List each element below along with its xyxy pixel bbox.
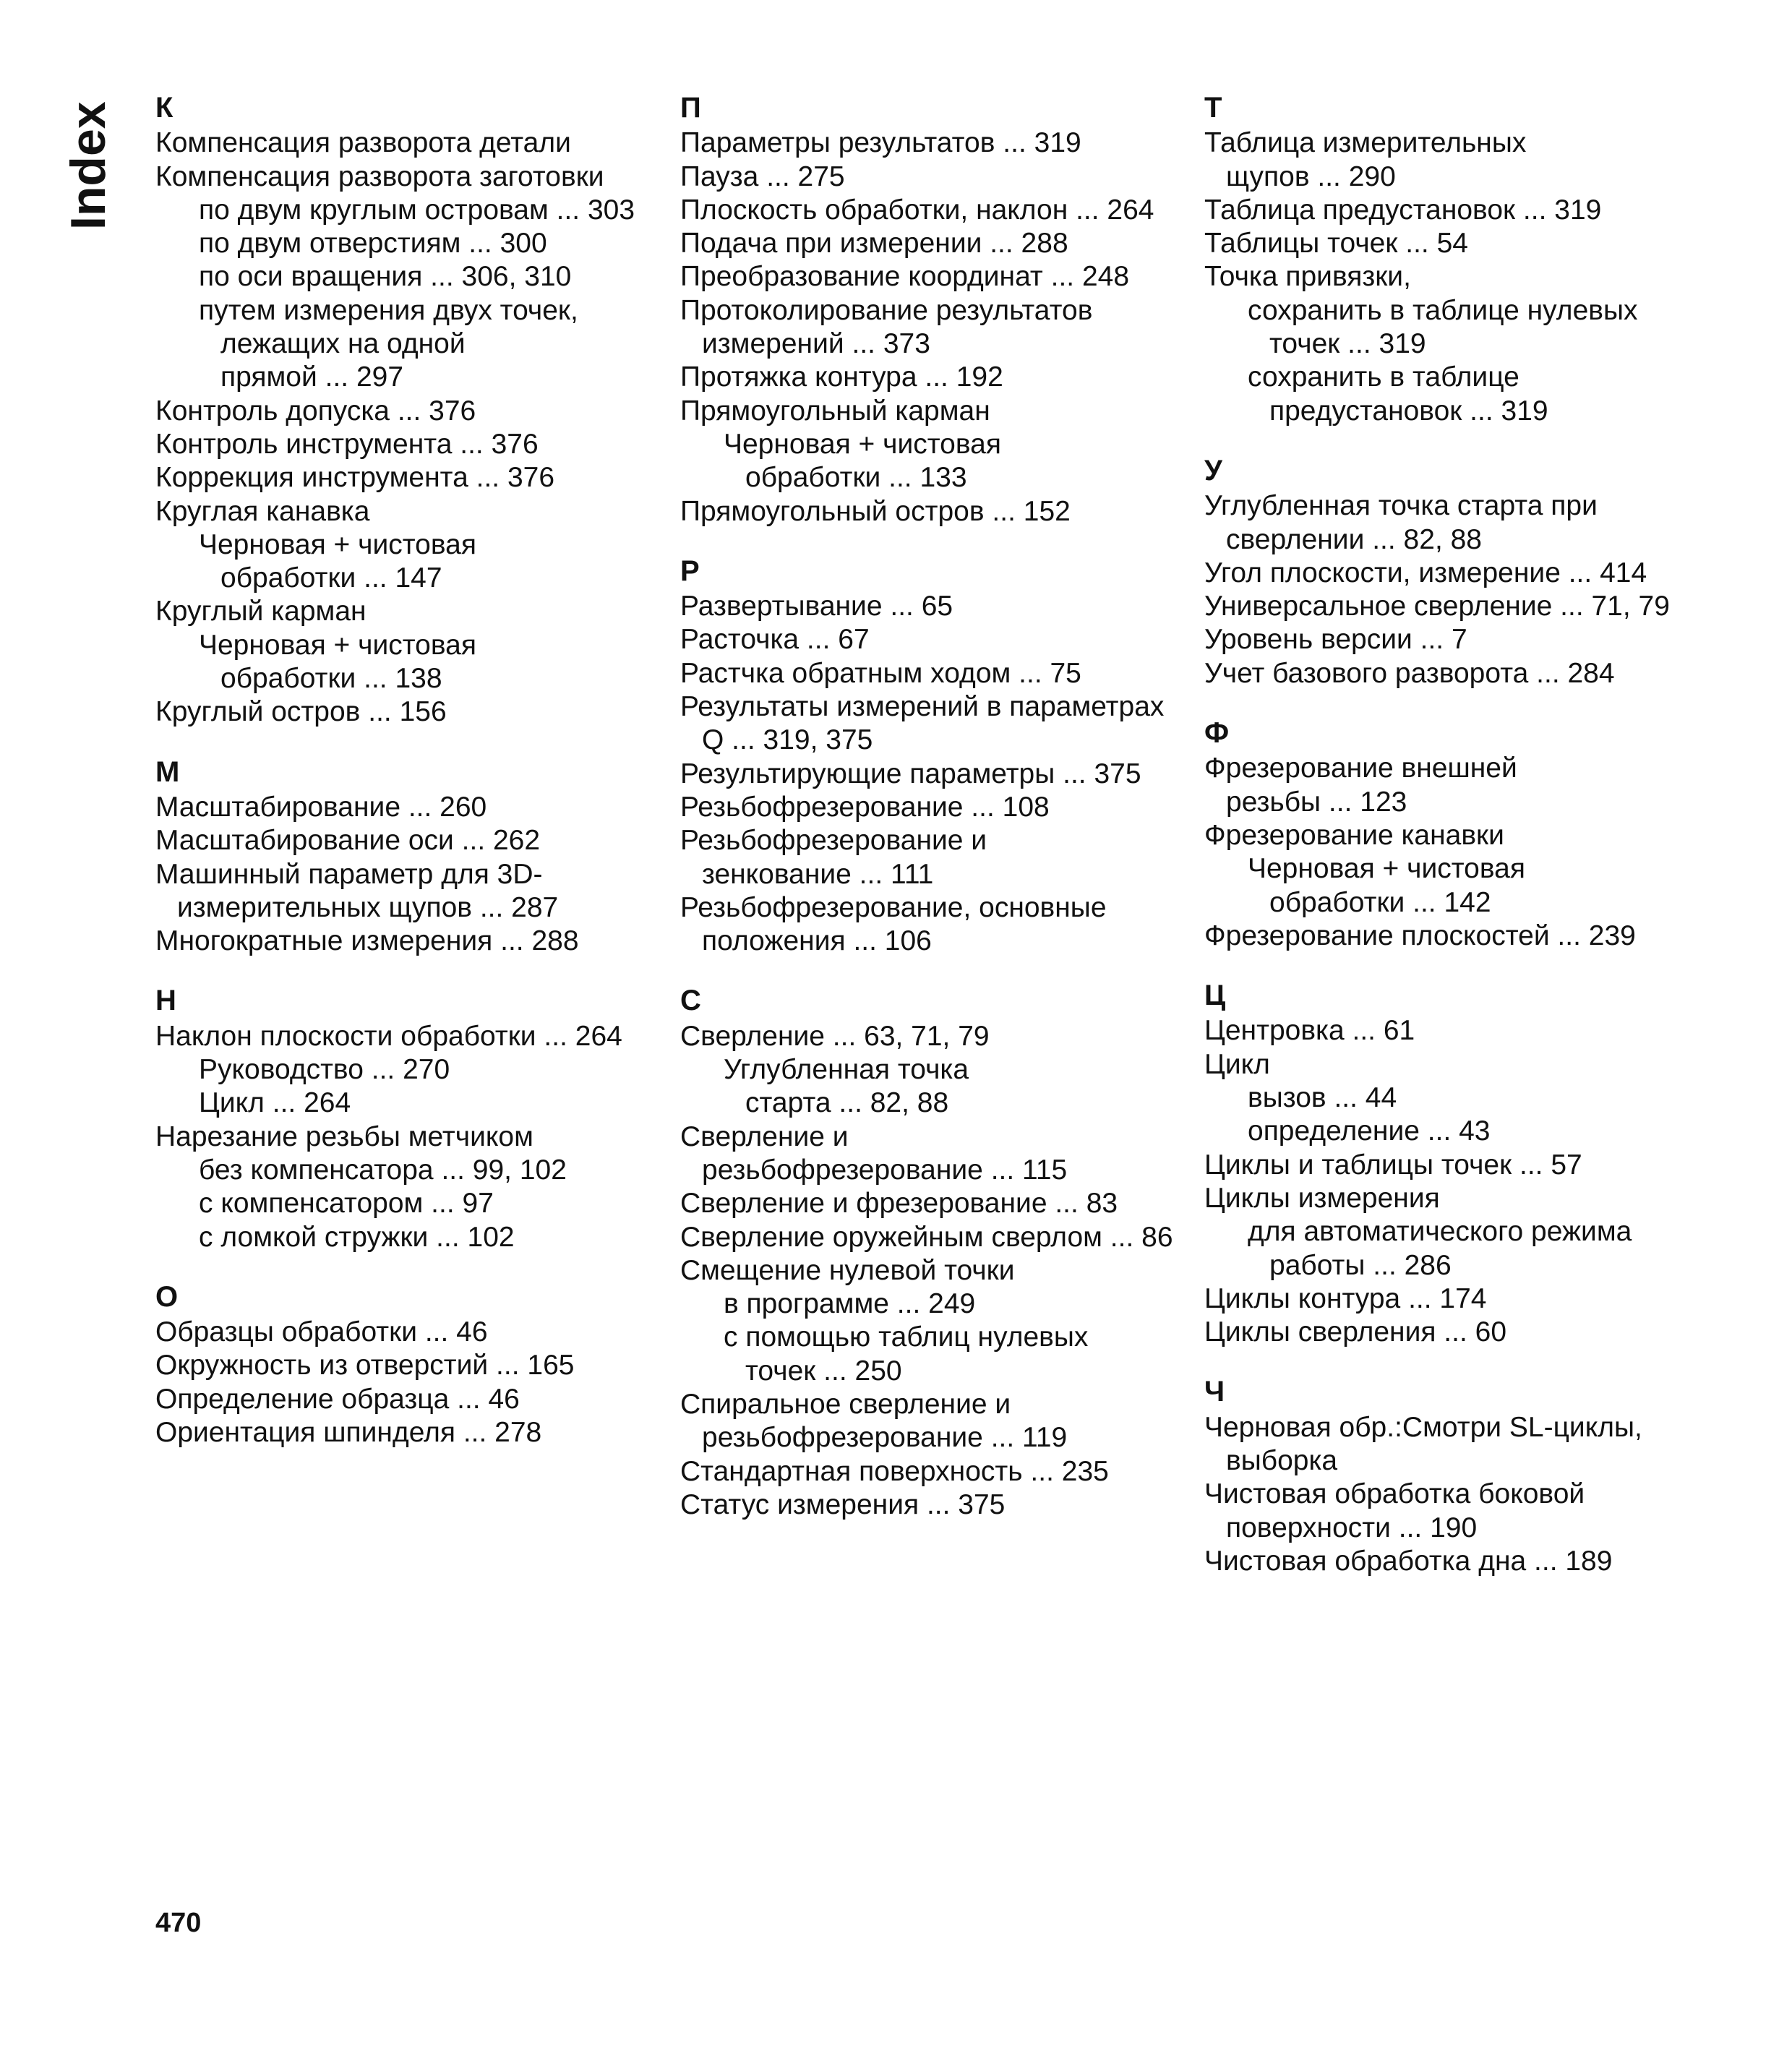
index-entry: Чистовая обработка боковой: [1204, 1478, 1585, 1510]
index-entry: Машинный параметр для 3D-: [155, 858, 543, 890]
index-subentry: точек ... 319: [1269, 328, 1426, 360]
index-section: [1204, 979, 1710, 1349]
index-entry: Развертывание ... 65: [680, 591, 953, 622]
index-subentry: без компенсатора ... 99, 102: [199, 1154, 567, 1186]
index-subentry: работы ... 286: [1269, 1249, 1452, 1281]
index-subentry: предустановок ... 319: [1269, 395, 1548, 427]
section-letter: Р: [680, 554, 700, 587]
section-letter: Н: [155, 985, 176, 1017]
index-entry: Параметры результатов ... 319: [680, 127, 1081, 159]
index-entry: Круглый остров ... 156: [155, 696, 447, 728]
index-entry: Определение образца ... 46: [155, 1383, 520, 1415]
index-section: [1204, 716, 1710, 953]
index-subentry: прямой ... 297: [220, 361, 404, 393]
index-entry: Окружность из отверстий ... 165: [155, 1350, 575, 1381]
section-letter: С: [680, 985, 701, 1017]
index-entry: Многократные измерения ... 288: [155, 925, 579, 957]
index-subentry: обработки ... 133: [745, 462, 967, 494]
index-subentry: поверхности ... 190: [1226, 1512, 1478, 1543]
index-entry: Нарезание резьбы метчиком: [155, 1121, 533, 1152]
index-entry: Универсальное сверление ... 71, 79: [1204, 591, 1670, 622]
index-entry: Центровка ... 61: [1204, 1015, 1415, 1047]
index-entry: Расточка ... 67: [680, 624, 870, 656]
index-subentry: резьбы ... 123: [1226, 786, 1407, 818]
index-subentry: по двум круглым островам ... 303: [199, 194, 635, 226]
section-letter: М: [155, 755, 180, 788]
index-entry: Фрезерование внешней: [1204, 753, 1517, 784]
index-entry: Растчка обратным ходом ... 75: [680, 657, 1081, 689]
index-entry: Коррекция инструмента ... 376: [155, 462, 555, 494]
index-subentry: измерений ... 373: [702, 328, 930, 360]
index-column-2: [680, 91, 1186, 1548]
section-letter: У: [1204, 454, 1222, 487]
index-entry: Масштабирование оси ... 262: [155, 825, 541, 857]
index-entry: Учет базового разворота ... 284: [1204, 657, 1615, 689]
index-section: [1204, 91, 1710, 428]
index-section: [155, 984, 661, 1254]
index-section: [680, 984, 1186, 1522]
index-subentry: сверлении ... 82, 88: [1226, 523, 1482, 555]
index-entry: Фрезерование плоскостей ... 239: [1204, 920, 1636, 951]
section-letter: Т: [1204, 92, 1222, 124]
section-letter: П: [680, 92, 701, 124]
index-subentry: лежащих на одной: [220, 328, 466, 360]
section-letter: О: [155, 1280, 179, 1313]
index-subentry: обработки ... 138: [220, 663, 442, 695]
index-entry: Пауза ... 275: [680, 160, 845, 192]
index-entry: Статус измерения ... 375: [680, 1488, 1006, 1520]
index-side-title: Index: [61, 101, 116, 230]
index-entry: Ориентация шпинделя ... 278: [155, 1416, 542, 1448]
section-letter: К: [155, 92, 173, 124]
index-entry: Цикл: [1204, 1048, 1270, 1080]
index-entry: Результирующие параметры ... 375: [680, 758, 1141, 789]
index-subentry: Руководство ... 270: [199, 1054, 450, 1086]
index-subentry: Черновая + чистовая: [199, 629, 476, 661]
section-letter: Ф: [1204, 717, 1230, 750]
index-entry: Круглый карман: [155, 596, 366, 627]
index-section: [155, 755, 661, 959]
index-entry: Чистовая обработка дна ... 189: [1204, 1545, 1613, 1577]
index-entry: Круглая канавка: [155, 495, 370, 527]
index-entry: Масштабирование ... 260: [155, 791, 487, 823]
index-column-1: [155, 91, 661, 1475]
index-section: [680, 554, 1186, 959]
index-entry: Спиральное сверление и: [680, 1388, 1011, 1420]
index-entry: Компенсация разворота заготовки: [155, 160, 604, 192]
index-subentry: с помощью таблиц нулевых: [724, 1321, 1089, 1353]
index-subentry: точек ... 250: [745, 1355, 902, 1387]
index-entry: Подача при измерении ... 288: [680, 228, 1068, 260]
index-entry: Черновая обр.:Смотри SL-циклы,: [1204, 1411, 1642, 1443]
index-entry: Компенсация разворота детали: [155, 127, 571, 159]
index-subentry: обработки ... 142: [1269, 886, 1491, 918]
index-entry: Циклы измерения: [1204, 1182, 1440, 1214]
index-entry: Контроль инструмента ... 376: [155, 428, 539, 460]
index-entry: Сверление и фрезерование ... 83: [680, 1188, 1118, 1220]
index-subentry: по двум отверстиям ... 300: [199, 228, 547, 260]
page-number: 470: [155, 1908, 202, 1938]
index-subentry: резьбофрезерование ... 119: [702, 1422, 1068, 1454]
index-section: [680, 91, 1186, 528]
index-subentry: в программе ... 249: [724, 1288, 976, 1320]
index-entry: Протяжка контура ... 192: [680, 361, 1003, 393]
index-subentry: с ломкой стружки ... 102: [199, 1221, 515, 1253]
index-subentry: с компенсатором ... 97: [199, 1188, 494, 1220]
index-entry: Контроль допуска ... 376: [155, 395, 476, 427]
index-entry: Сверление ... 63, 71, 79: [680, 1020, 990, 1052]
index-entry: Результаты измерений в параметрах: [680, 691, 1165, 723]
index-subentry: Q ... 319, 375: [702, 724, 873, 756]
index-subentry: для автоматического режима: [1248, 1216, 1632, 1248]
index-entry: Уровень версии ... 7: [1204, 624, 1467, 656]
index-entry: Таблицы точек ... 54: [1204, 228, 1468, 260]
index-entry: Углубленная точка старта при: [1204, 490, 1598, 522]
index-entry: Образцы обработки ... 46: [155, 1316, 488, 1348]
index-entry: Таблица измерительных: [1204, 127, 1527, 159]
index-entry: Резьбофрезерование, основные: [680, 891, 1107, 923]
index-subentry: щупов ... 290: [1226, 160, 1396, 192]
index-entry: Сверление и: [680, 1121, 849, 1152]
index-entry: Таблица предустановок ... 319: [1204, 194, 1602, 226]
index-subentry: измерительных щупов ... 287: [177, 891, 559, 923]
section-letter: Ц: [1204, 980, 1226, 1012]
index-entry: Сверление оружейным сверлом ... 86: [680, 1221, 1173, 1253]
index-subentry: Углубленная точка: [724, 1054, 969, 1086]
index-subentry: положения ... 106: [702, 925, 932, 957]
index-entry: Протоколирование результатов: [680, 294, 1093, 326]
index-entry: Стандартная поверхность ... 235: [680, 1455, 1109, 1487]
index-entry: Смещение нулевой точки: [680, 1254, 1015, 1286]
index-subentry: Черновая + чистовая: [199, 528, 476, 560]
index-subentry: путем измерения двух точек,: [199, 294, 578, 326]
index-entry: Прямоугольный карман: [680, 395, 990, 427]
index-subentry: обработки ... 147: [220, 562, 442, 594]
index-entry: Циклы сверления ... 60: [1204, 1316, 1507, 1348]
index-subentry: старта ... 82, 88: [745, 1087, 949, 1119]
index-subentry: Черновая + чистовая: [1248, 853, 1525, 885]
index-subentry: сохранить в таблице: [1248, 361, 1519, 393]
index-subentry: по оси вращения ... 306, 310: [199, 261, 572, 293]
index-section: [1204, 1375, 1710, 1578]
index-entry: Плоскость обработки, наклон ... 264: [680, 194, 1154, 226]
index-entry: Прямоугольный остров ... 152: [680, 495, 1071, 527]
index-subentry: Черновая + чистовая: [724, 428, 1001, 460]
index-entry: Наклон плоскости обработки ... 264: [155, 1020, 622, 1052]
index-entry: Преобразование координат ... 248: [680, 261, 1130, 293]
index-entry: Циклы контура ... 174: [1204, 1282, 1487, 1314]
index-subentry: сохранить в таблице нулевых: [1248, 294, 1638, 326]
index-section: [1204, 454, 1710, 690]
index-entry: Резьбофрезерование ... 108: [680, 791, 1050, 823]
index-entry: Фрезерование канавки: [1204, 819, 1504, 851]
index-subentry: выборка: [1226, 1444, 1338, 1476]
index-column-3: [1204, 91, 1710, 1604]
index-entry: Точка привязки,: [1204, 261, 1411, 293]
index-subentry: резьбофрезерование ... 115: [702, 1154, 1068, 1186]
index-section: [155, 1280, 661, 1449]
index-subentry: зенкование ... 111: [702, 858, 934, 890]
index-section: [155, 91, 661, 729]
index-entry: Угол плоскости, измерение ... 414: [1204, 557, 1647, 588]
index-entry: Резьбофрезерование и: [680, 825, 987, 857]
index-entry: Циклы и таблицы точек ... 57: [1204, 1149, 1582, 1181]
index-subentry: вызов ... 44: [1248, 1082, 1397, 1114]
index-subentry: Цикл ... 264: [199, 1087, 351, 1119]
section-letter: Ч: [1204, 1376, 1225, 1408]
index-subentry: определение ... 43: [1248, 1115, 1491, 1147]
